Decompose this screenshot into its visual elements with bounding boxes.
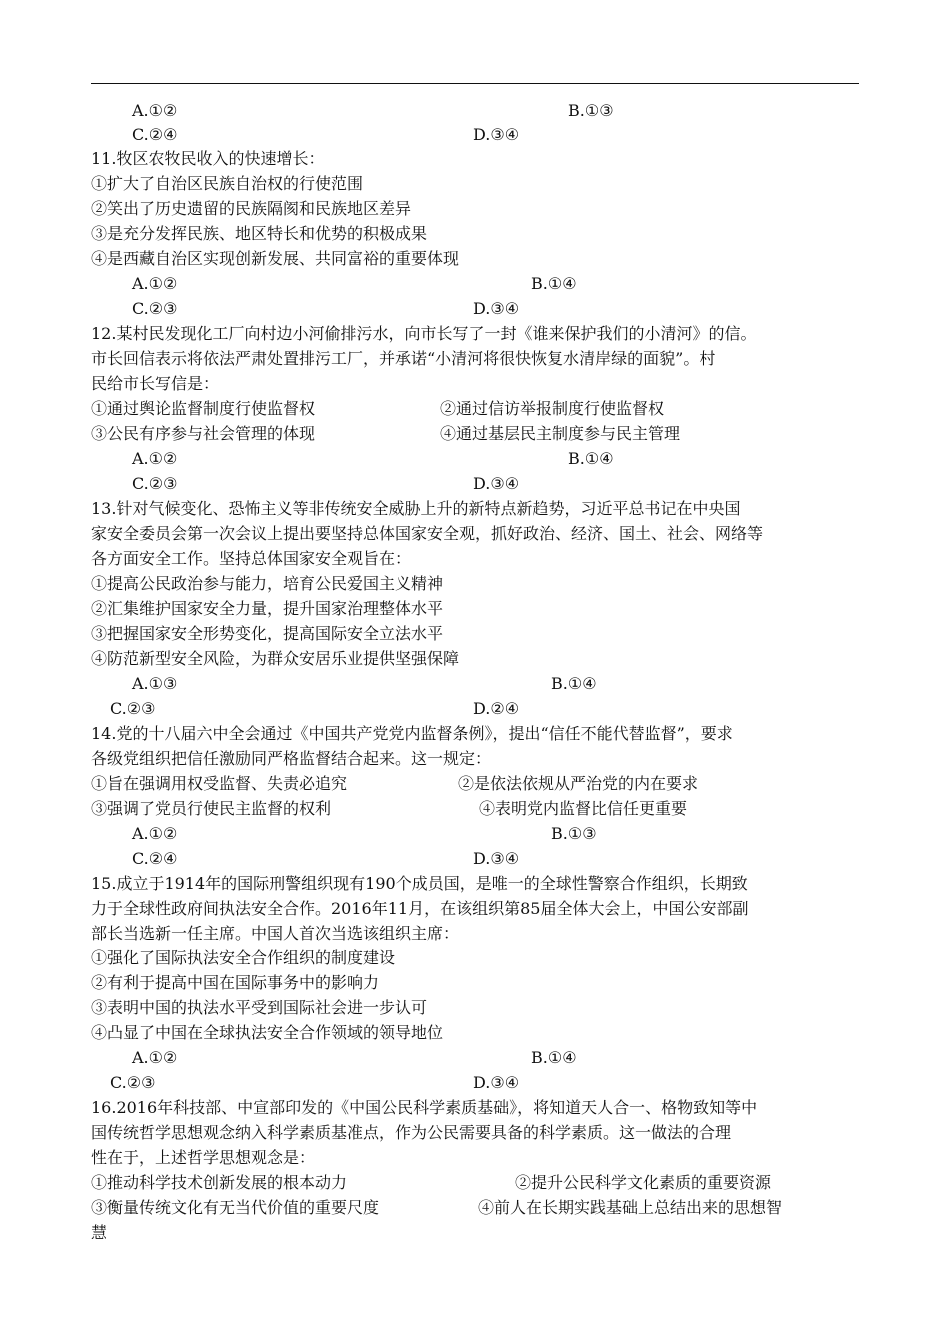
statement-1: ①扩大了自治区民族自治权的行使范围 (91, 174, 364, 193)
question-stem-line-2: 国传统哲学思想观念纳入科学素质基准点，作为公民需要具备的科学素质。这一做法的合理 (91, 1123, 732, 1142)
question-stem-line-3: 民给市长写信是： (91, 374, 220, 393)
option-b: B.①④ (568, 449, 614, 468)
option-a: A.①② (132, 274, 178, 293)
option-d: D.③④ (473, 849, 520, 868)
option-a: A.①② (132, 449, 178, 468)
statement-4: ④表明党内监督比信任更重要 (479, 799, 688, 818)
question-stem-line-1: 16.2016年科技部、中宣部印发的《中国公民科学素质基础》，将知道天人合一、格物致知等中 (91, 1098, 758, 1117)
statement-1: ①推动科学技术创新发展的根本动力 (91, 1173, 348, 1192)
option-a: A.①② (132, 101, 178, 120)
statement-3: ③衡量传统文化有无当代价值的重要尺度 (91, 1198, 380, 1217)
statement-4: ④凸显了中国在全球执法安全合作领域的领导地位 (91, 1023, 444, 1042)
option-a: A.①② (132, 824, 178, 843)
question-stem-line-3: 部长当选新一任主席。中国人首次当选该组织主席： (91, 924, 460, 943)
statement-4: ④是西藏自治区实现创新发展、共同富裕的重要体现 (91, 249, 460, 268)
option-c: C.②③ (132, 474, 178, 493)
option-c: C.②④ (132, 125, 178, 144)
statement-2: ②通过信访举报制度行使监督权 (440, 399, 665, 418)
statement-4: ④通过基层民主制度参与民主管理 (440, 424, 681, 443)
option-b: B.①④ (531, 1048, 577, 1067)
statement-4-continuation: 慧 (91, 1223, 108, 1242)
option-b: B.①④ (531, 274, 577, 293)
statement-2: ②是依法依规从严治党的内在要求 (458, 774, 699, 793)
statement-3: ③强调了党员行使民主监督的权利 (91, 799, 332, 818)
option-d: D.③④ (473, 474, 520, 493)
option-c: C.②④ (132, 849, 178, 868)
statement-3: ③把握国家安全形势变化，提高国际安全立法水平 (91, 624, 444, 643)
header-rule (91, 83, 859, 84)
question-stem-line-2: 各级党组织把信任激励同严格监督结合起来。这一规定： (91, 749, 492, 768)
statement-4: ④防范新型安全风险，为群众安居乐业提供坚强保障 (91, 649, 460, 668)
option-a: A.①③ (132, 674, 178, 693)
statement-3: ③公民有序参与社会管理的体现 (91, 424, 316, 443)
option-c: C.②③ (110, 1073, 156, 1092)
statement-2: ②汇集维护国家安全力量，提升国家治理整体水平 (91, 599, 444, 618)
question-stem-line-2: 力于全球性政府间执法安全合作。2016年11月，在该组织第85届全体大会上，中国公安部副 (91, 899, 749, 918)
option-c: C.②③ (110, 699, 156, 718)
statement-2: ②笑出了历史遗留的民族隔阂和民族地区差异 (91, 199, 412, 218)
option-d: D.③④ (473, 1073, 520, 1092)
question-stem-line-1: 14.党的十八届六中全会通过《中国共产党党内监督条例》，提出“信任不能代替监督”，要求 (91, 724, 733, 743)
option-d: D.②④ (473, 699, 520, 718)
question-stem-line-3: 性在于，上述哲学思想观念是： (91, 1148, 316, 1167)
option-b: B.①④ (551, 674, 597, 693)
question-stem-line-2: 市长回信表示将依法严肃处置排污工厂，并承诺“小清河将很快恢复水清岸绿的面貌”。村 (91, 349, 716, 368)
statement-1: ①强化了国际执法安全合作组织的制度建设 (91, 948, 396, 967)
option-b: B.①③ (551, 824, 597, 843)
statement-2: ②提升公民科学文化素质的重要资源 (515, 1173, 772, 1192)
statement-3: ③表明中国的执法水平受到国际社会进一步认可 (91, 998, 428, 1017)
option-c: C.②③ (132, 299, 178, 318)
statement-1: ①通过舆论监督制度行使监督权 (91, 399, 316, 418)
statement-2: ②有利于提高中国在国际事务中的影响力 (91, 973, 380, 992)
statement-1: ①提高公民政治参与能力，培育公民爱国主义精神 (91, 574, 444, 593)
question-stem: 11.牧区农牧民收入的快速增长： (91, 149, 325, 168)
question-stem-line-3: 各方面安全工作。坚持总体国家安全观旨在： (91, 549, 412, 568)
option-d: D.③④ (473, 299, 520, 318)
option-b: B.①③ (568, 101, 614, 120)
question-stem-line-1: 15.成立于1914年的国际刑警组织现有190个成员国，是唯一的全球性警察合作组织，长期致 (91, 874, 748, 893)
question-stem-line-2: 家安全委员会第一次会议上提出要坚持总体国家安全观，抓好政治、经济、国土、社会、网络等 (91, 524, 764, 543)
question-stem-line-1: 13.针对气候变化、恐怖主义等非传统安全威胁上升的新特点新趋势，习近平总书记在中央国 (91, 499, 741, 518)
option-a: A.①② (132, 1048, 178, 1067)
option-d: D.③④ (473, 125, 520, 144)
question-stem-line-1: 12.某村民发现化工厂向村边小河偷排污水，向市长写了一封《谁来保护我们的小清河》的信。 (91, 324, 757, 343)
statement-4: ④前人在长期实践基础上总结出来的思想智 (478, 1198, 783, 1217)
statement-3: ③是充分发挥民族、地区特长和优势的积极成果 (91, 224, 428, 243)
statement-1: ①旨在强调用权受监督、失责必追究 (91, 774, 348, 793)
